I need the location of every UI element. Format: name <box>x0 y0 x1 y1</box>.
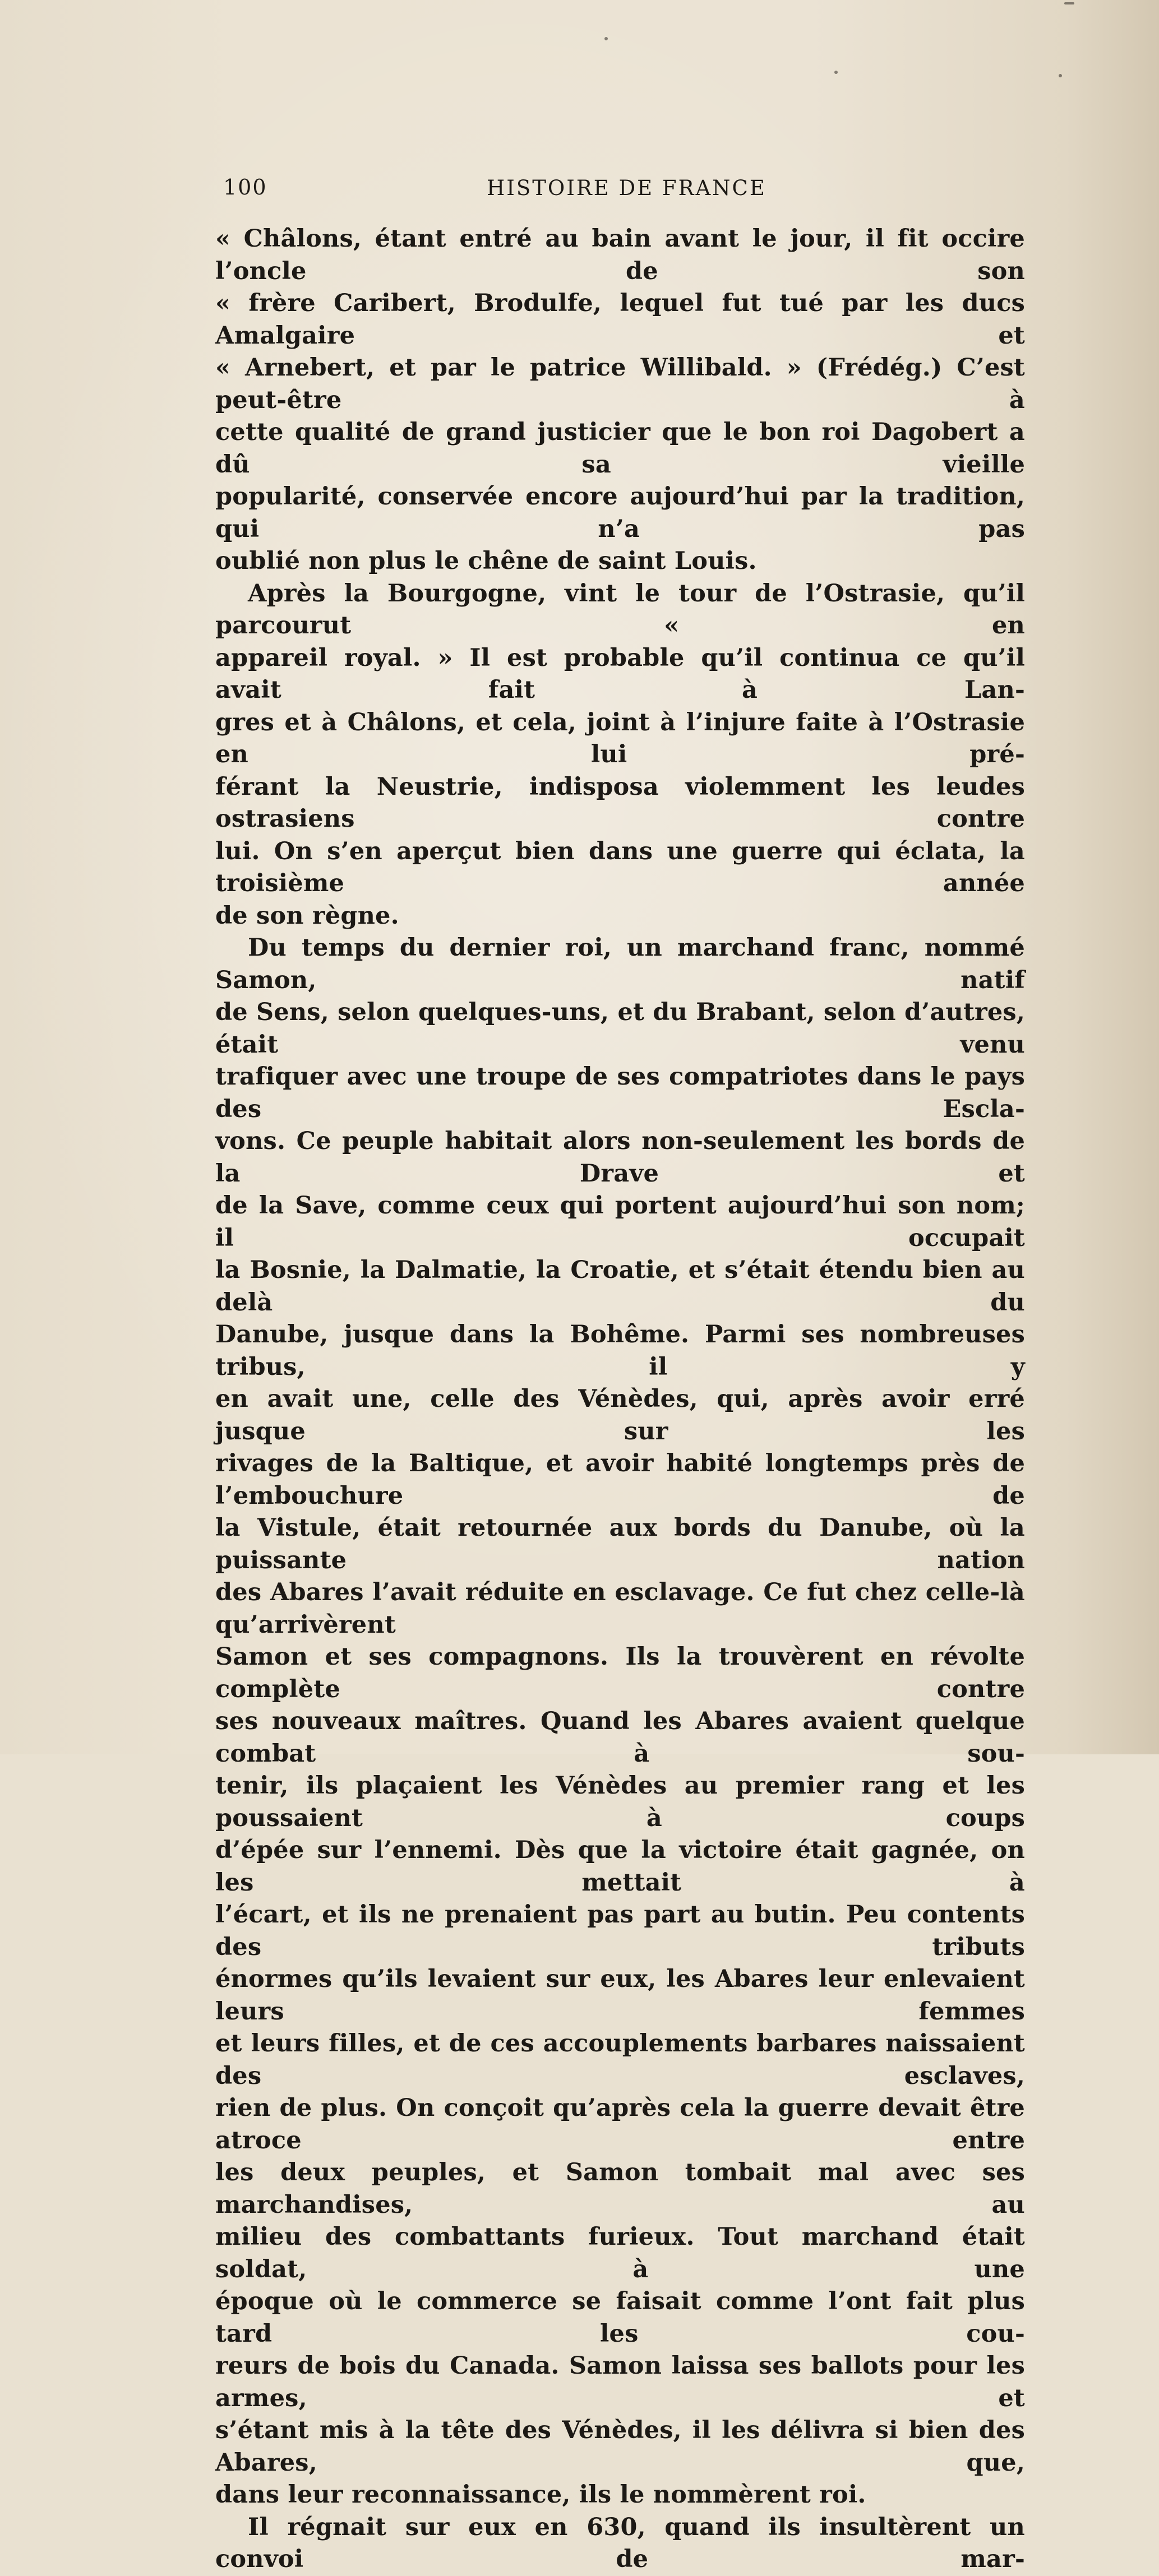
text-line: cette qualité de grand justicier que le bon roi Dagobert a dû sa vieille <box>215 418 1025 479</box>
text-line: d’épée sur l’ennemi. Dès que la victoire était gagnée, on les mettait à <box>215 1836 1025 1897</box>
text-line: des Abares l’avait réduite en esclavage. Ce fut chez celle-là qu’arrivèrent <box>215 1578 1025 1639</box>
text-line: époque où le commerce se faisait comme l’ont fait plus tard les cou- <box>215 2287 1025 2348</box>
text-line: Après la Bourgogne, vint le tour de l’Ostrasie, qu’il parcourut « en <box>215 579 1025 640</box>
ink-speck <box>604 37 608 40</box>
text-line: l’écart, et ils ne prenaient pas part au butin. Peu contents des tributs <box>215 1901 1025 1961</box>
text-line: de Sens, selon quelques-uns, et du Brabant, selon d’autres, était venu <box>215 998 1025 1059</box>
text-line: « frère Caribert, Brodulfe, lequel fut tué par les ducs Amalgaire et <box>215 289 1025 350</box>
text-line: de la Save, comme ceux qui portent aujourd’hui son nom; il occupait <box>215 1192 1025 1252</box>
text-line: en avait une, celle des Vénèdes, qui, après avoir erré jusque sur les <box>215 1385 1025 1445</box>
text-line: la Bosnie, la Dalmatie, la Croatie, et s’était étendu bien au delà du <box>215 1256 1025 1317</box>
ink-speck <box>834 71 838 74</box>
page-number: 100 <box>223 175 267 200</box>
text-line: dans leur reconnaissance, ils le nommèrent roi. <box>215 2481 866 2509</box>
text-line: tenir, ils plaçaient les Vénèdes au premier rang et les poussaient à coups <box>215 1772 1025 1832</box>
ink-speck <box>1064 2 1074 4</box>
text-line: oublié non plus le chêne de saint Louis. <box>215 547 757 575</box>
text-line: férant la Neustrie, indisposa violemment les leudes ostrasiens contre <box>215 772 1025 833</box>
text-line: Samon et ses compagnons. Ils la trouvèrent en révolte complète contre <box>215 1643 1025 1703</box>
text-line: et leurs filles, et de ces accouplements barbares naissaient des esclaves, <box>215 2030 1025 2090</box>
text-line: vons. Ce peuple habitait alors non-seulement les bords de la Drave et <box>215 1127 1025 1188</box>
text-line: ses nouveaux maîtres. Quand les Abares avaient quelque combat à sou- <box>215 1707 1025 1768</box>
text-line: gres et à Châlons, et cela, joint à l’injure faite à l’Ostrasie en lui pré- <box>215 708 1025 768</box>
running-head: HISTOIRE DE FRANCE <box>487 176 766 200</box>
text-line: « Châlons, étant entré au bain avant le jour, il fit occire l’oncle de son <box>215 225 1025 285</box>
text-line: s’étant mis à la tête des Vénèdes, il les délivra si bien des Abares, que, <box>215 2416 1025 2477</box>
text-line: énormes qu’ils levaient sur eux, les Abares leur enlevaient leurs femmes <box>215 1965 1025 2026</box>
text-line: Il régnait sur eux en 630, quand ils insultèrent un convoi de mar- <box>215 2513 1025 2573</box>
text-line: Du temps du dernier roi, un marchand franc, nommé Samon, natif <box>215 934 1025 994</box>
text-line: trafiquer avec une troupe de ses compatriotes dans le pays des Escla- <box>215 1063 1025 1123</box>
text-line: lui. On s’en aperçut bien dans une guerre qui éclata, la troisième année <box>215 837 1025 897</box>
text-line: appareil royal. » Il est probable qu’il continua ce qu’il avait fait à Lan- <box>215 643 1025 704</box>
text-line: la Vistule, était retournée aux bords du Danube, où la puissante nation <box>215 1514 1025 1574</box>
ink-speck <box>1059 74 1062 77</box>
text-line: « Arnebert, et par le patrice Willibald. » (Frédég.) C’est peut-être à <box>215 354 1025 414</box>
text-line: reurs de bois du Canada. Samon laissa ses ballots pour les armes, et <box>215 2352 1025 2412</box>
text-line: de son règne. <box>215 901 399 930</box>
text-line: rien de plus. On conçoit qu’après cela la guerre devait être atroce entre <box>215 2094 1025 2155</box>
text-line: Danube, jusque dans la Bohême. Parmi ses nombreuses tribus, il y <box>215 1321 1025 1381</box>
text-line: popularité, conservée encore aujourd’hui par la tradition, qui n’a pas <box>215 483 1025 543</box>
text-line: rivages de la Baltique, et avoir habité longtemps près de l’embouchure de <box>215 1449 1025 1510</box>
text-line: les deux peuples, et Samon tombait mal avec ses marchandises, au <box>215 2158 1025 2219</box>
text-line: milieu des combattants furieux. Tout marchand était soldat, à une <box>215 2223 1025 2283</box>
body-text <box>215 223 1025 2576</box>
